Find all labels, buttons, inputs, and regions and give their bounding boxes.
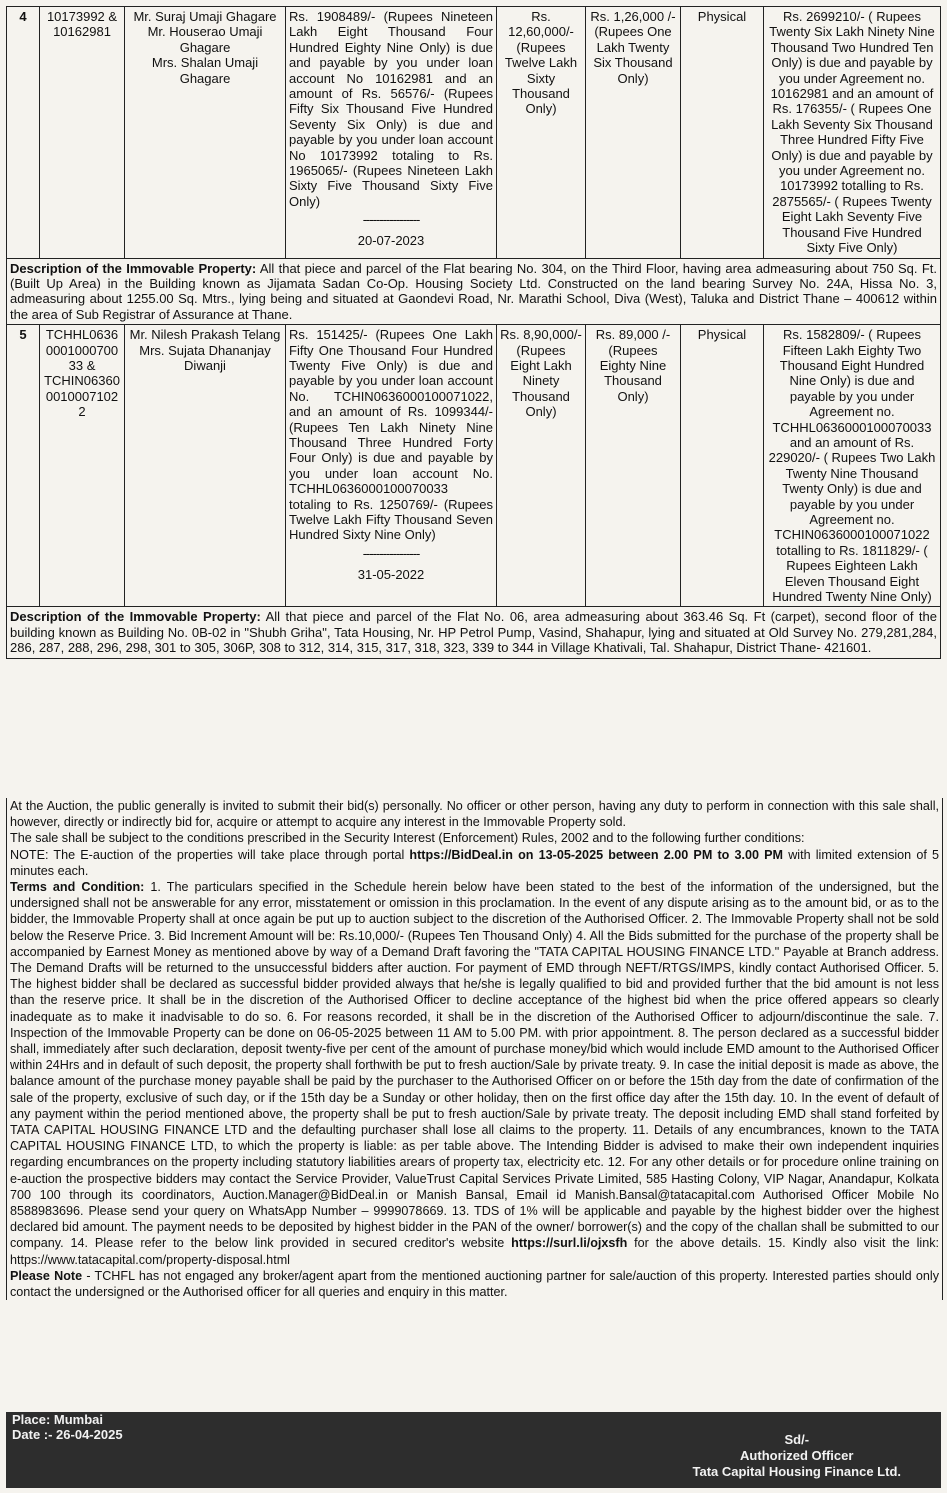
borrower-name: Mr. Nilesh Prakash Telang bbox=[129, 327, 281, 343]
table-row bbox=[7, 7, 941, 259]
table-row bbox=[7, 325, 941, 607]
please-note bbox=[10, 1268, 939, 1300]
auction-public-paragraph: At the Auction, the public generally is invited to submit their bid(s) personally. No officer or other person, having any duty to perform in connection with this sale shall, however, directly or indirectly bid for, acquire or attempt to acquire any interest in the Immovable Property sold. bbox=[10, 799, 939, 830]
borrower-name: Mrs. Shalan Umaji Ghagare bbox=[151, 55, 259, 86]
table-row bbox=[7, 258, 941, 325]
demand-notice-text: Rs. 151425/- (Rupees One Lakh Fifty One Thousand Four Hundred Twenty Five Only) is due and payable by you under loan account No. TCHIN0636000100071022, and an amount of Rs. 1099344/- (Rupees Ten Lakh Ninety Nine Thousand Three Hundred Forty Four Only) is due and payable by you under loan account No. TCHHL0636000100070033 totaling to Rs. 1250769/- (Rupees Twelve Lakh Fifty Thousand Seven Hundred Sixty Nine Only) bbox=[289, 327, 493, 543]
borrower-names bbox=[125, 325, 286, 607]
description-text: All that piece and parcel of the Flat No. 06, area admeasuring about 363.46 Sq. Ft (carpet), second floor of the building known as Building No. 0B-02 in "Shubh Griha", Tata Housing, Nr. HP Petrol Pump, Vasind, Shahapur, lying and situated at Old Survey No. 279,281,284, 286, 287, 288, 296, 298, 301 to 305, 306P, 308 to 312, 314, 315, 317, 318, 323, 339 to 344 in Village Khativali, Tal. Shahapur, District Thane- 421601. bbox=[10, 609, 937, 656]
description-text: All that piece and parcel of the Flat bearing No. 304, on the Third Floor, having area admeasuring about 750 Sq. Ft. (Built Up Area) in the Building known as Jijamata Sadan Co-Op. Housing Society Ltd. Constructed on the land bearing Survey No. 24A, Hissa No. 3, admeasuring about 1255.00 Sq. Mtrs., lying being and situated at Gaondevi Road, Nr. Marathi School, Diva (West), Taluka and District Thane – 400612 within the area of Sub Registrar of Assurance at Thane. bbox=[10, 260, 937, 322]
reserve-price: Rs. 12,60,000/- (Rupees Twelve Lakh Sixty Thousand Only) bbox=[497, 7, 586, 259]
signature-block bbox=[693, 1432, 902, 1480]
total-due: Rs. 1582809/- ( Rupees Fifteen Lakh Eighty Two Thousand Eight Hundred Nine Only) is due and payable by you under Agreement no. TCHHL0636000100070033 and an amount of Rs. 229020/- ( Rupees Two Lakh Twenty Nine Thousand Twenty Only) is due and payable by you under Agreement no. TCHIN0636000100071022 totalling to Rs. 1811829/- ( Rupees Eighteen Lakh Eleven Thousand Eight Hundred Twenty Nine Only) bbox=[764, 325, 941, 607]
table-row bbox=[7, 607, 941, 658]
signature-mark: Sd/- bbox=[784, 1432, 810, 1447]
footer-bar bbox=[6, 1412, 941, 1488]
note-text: with limited extension of 5 minutes each. bbox=[10, 847, 939, 878]
footer-left bbox=[12, 1412, 123, 1442]
auction-table bbox=[6, 6, 941, 659]
borrower-name: Mrs. Sujata Dhananjay Diwanji bbox=[139, 342, 271, 373]
loan-numbers: 10173992 & 10162981 bbox=[40, 7, 125, 259]
website-link[interactable]: https://surl.li/ojxsfh bbox=[511, 1236, 628, 1251]
officer-title: Authorized Officer bbox=[740, 1448, 854, 1463]
terms-text: 1. The particulars specified in the Schedule herein below have been stated to the best of the information of the undersigned, but the undersigned shall not be answerable for any error, misstatement or omission in this proclamation. In the event of any dispute arising as to the amount bid, or as to the bidder, the Immovable Property shall at once again be put up to auction subject to the discretion of the Authorised Officer. 2. The Immovable Property shall not be sold below the Reserve Price. 3. Bid Increment Amount will be: Rs.10,000/- (Rupees Ten Thousand Only) 4. All the Bids submitted for the purchase of the property shall be accompanied by Earnest Money as mentioned above by way of a Demand Draft favoring the "TATA CAPITAL HOUSING FINANCE LTD." Payable at Branch address. The Demand Drafts will be returned to the unsuccessful bidders after auction. For payment of EMD through NEFT/RTGS/IMPS, kindly contact Authorised Officer. 5. The highest bidder shall be declared as successful bidder provided always that he/she is legally qualified to bid and provided further that the bid amount is not less than the reserve price. It shall be in the discretion of the Authorised Officer to decline acceptance of the highest bid when the price offered appears so clearly inadequate as to make it inadvisable to do so. 6. For reasons recorded, it shall be in the discretion of the Authorised Officer to adjourn/discontinue the sale. 7. Inspection of the Immovable Property can be done on 06-05-2025 between 11 AM to 5.00 PM. with prior appointment. 8. The person declared as a successful bidder shall, immediately after such declaration, deposit twenty-five per cent of the amount of purchase money/bid which would include EMD amount to the Authorised Officer within 24Hrs and in default of such deposit, the property shall forthwith be put to fresh auction/Sale by private treaty. 9. In case the initial deposit is made as above, the balance amount of the purchase money payable shall be paid by the purchaser to the Authorised Officer on or before the 15th day from the date of confirmation of the sale of the property, exclusive of such day, or if the 15th day be a Sunday or other holiday, then on the first office day after the 15th day. 10. In the event of default of any payment within the period mentioned above, the property shall be put to fresh auction/Sale by private treaty. The deposit including EMD shall stand forfeited by TATA CAPITAL HOUSING FINANCE LTD and the defaulting purchaser shall lose all claims to the property. 11. Details of any encumbrances, known to the TATA CAPITAL HOUSING FINANCE LTD, to which the property is liable: as per table above. The Intending Bidder is advised to make their own independent inquiries regarding encumbrances on the property including statutory liabilities arears of property tax, electricity etc. 12. For any other details or for procedure online training on e-auction the prospective bidders may contact the Service Provider, ValueTrust Capital Services Private Limited, 585 Hasting Colony, VIP Nagar, Anandapur, Kolkata 700 100 through its coordinators, Auction.Manager@BidDeal.in or Manish Bansal, Email id Manish.Bansal@tatacapital.com Authorised Officer Mobile No 8588983696. Please send your query on WhatsApp Number – 9999078669. 13. TDS of 1% will be applicable and payable by the highest bidder over the highest declared bid amount. The payment needs to be deposited by highest bidder in the PAN of the owner/ borrower(s) and the copy of the challan shall be submitted to our company. 14. Please refer to the below link provided in secured creditor's website bbox=[10, 880, 940, 1251]
demand-notice-date: 31-05-2022 bbox=[357, 566, 425, 582]
note-portal-date: https://BidDeal.in on 13-05-2025 between 2.00 PM to 3.00 PM bbox=[409, 847, 784, 862]
demand-notice-text: Rs. 1908489/- (Rupees Nineteen Lakh Eight Thousand Four Hundred Eighty Nine Only) is due and payable by you under loan account No 10162981 and an amount of Rs. 56576/- (Rupees Fifty Six Thousand Five Hundred Seventy Six Only) is due and payable by you under loan account No 10173992 totaling to Rs. 1965065/- (Rupees Nineteen Lakh Sixty Five Thousand Sixty Five Only) bbox=[289, 9, 493, 209]
reserve-price: Rs. 8,90,000/- (Rupees Eight Lakh Ninety Thousand Only) bbox=[497, 325, 586, 607]
loan-numbers: TCHHL0636 0001000700 33 & TCHIN06360 0010007102 2 bbox=[40, 325, 125, 607]
terms-label: Terms and Condition: bbox=[10, 880, 145, 895]
please-note-text: - TCHFL has not engaged any broker/agent apart from the mentioned auctioning partner for sale/auction of this property. Interested parties should only contact the undersigned or the Authorised officer for all queries and enquiry in this matter. bbox=[10, 1268, 939, 1300]
conditions-intro: The sale shall be subject to the conditions prescribed in the Security Interest (Enforcement) Rules, 2002 and to the following further conditions: bbox=[10, 831, 805, 846]
demand-notice-date: 20-07-2023 bbox=[357, 233, 425, 249]
description-label: Description of the Immovable Property: bbox=[10, 260, 257, 276]
total-due: Rs. 2699210/- ( Rupees Twenty Six Lakh Ninety Nine Thousand Two Hundred Ten Only) is due and payable by you under Agreement no. 10162981 and an amount of Rs. 176355/- ( Rupees One Lakh Seventy Six Thousand Three Hundred Fifty Five Only) is due and payable by you under Agreement no. 10173992 totalling to Rs. 2875565/- ( Rupees Twenty Eight Lakh Seventy Five Thousand Five Hundred Sixty Five Only) bbox=[764, 7, 941, 259]
divider: ----------------- bbox=[362, 212, 420, 228]
demand-notice-cell bbox=[286, 325, 497, 607]
borrower-name: Mr. Suraj Umaji Ghagare bbox=[133, 9, 277, 24]
please-note-label: Please Note bbox=[10, 1268, 83, 1283]
emd-amount: Rs. 1,26,000 /- (Rupees One Lakh Twenty Six Thousand Only) bbox=[586, 7, 681, 259]
property-description bbox=[7, 258, 941, 325]
note-text: NOTE: The E-auction of the properties will take place through portal bbox=[10, 847, 410, 862]
eauction-note bbox=[10, 847, 939, 879]
demand-notice-cell bbox=[286, 7, 497, 259]
terms-text-end: for the above details. 15. Kindly also visit the link: https://www.tatacapital.com/property-disposal.html bbox=[10, 1236, 940, 1267]
emd-amount: Rs. 89,000 /- (Rupees Eighty Nine Thousand Only) bbox=[586, 325, 681, 607]
borrower-name: Mr. Houserao Umaji Ghagare bbox=[147, 24, 263, 55]
row-number: 4 bbox=[7, 7, 40, 259]
company-name: Tata Capital Housing Finance Ltd. bbox=[692, 1464, 901, 1479]
property-description bbox=[7, 607, 941, 658]
borrower-names bbox=[125, 7, 286, 259]
possession-type: Physical bbox=[681, 7, 764, 259]
row-number: 5 bbox=[7, 325, 40, 607]
place-label: Place: Mumbai bbox=[12, 1412, 104, 1427]
possession-type: Physical bbox=[681, 325, 764, 607]
terms-and-conditions bbox=[10, 879, 939, 1268]
terms-section bbox=[6, 798, 943, 1300]
date-label: Date :- 26-04-2025 bbox=[12, 1427, 123, 1442]
description-label: Description of the Immovable Property: bbox=[10, 609, 261, 625]
divider: ----------------- bbox=[362, 545, 420, 561]
